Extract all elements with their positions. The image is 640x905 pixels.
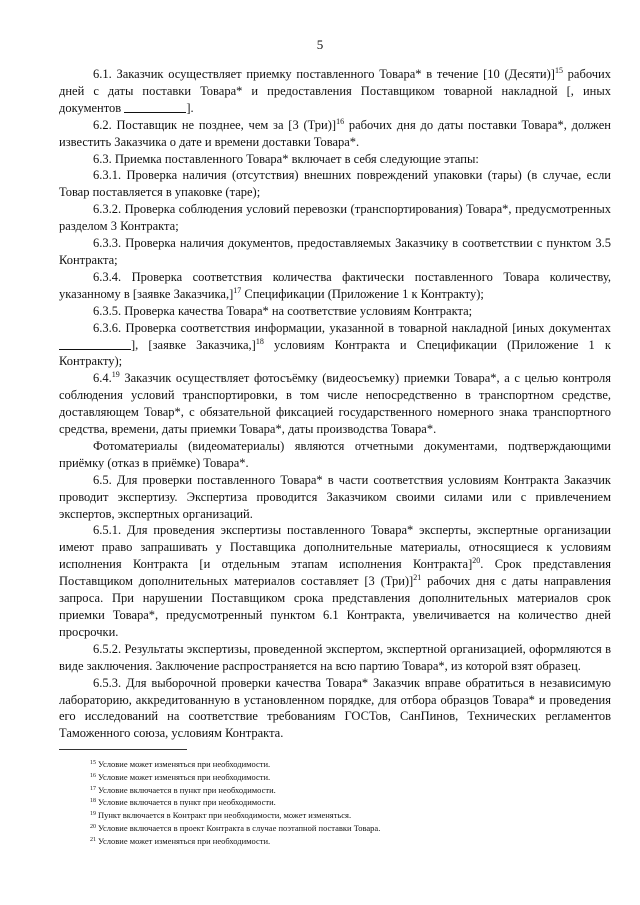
paragraph-6-3-3: 6.3.3. Проверка наличия документов, предоставляемых Заказчику в соответствии с пунктом 3.5 Контракта; bbox=[59, 236, 611, 267]
footnote-20: $^{20}$ Условие включается в проект Контракта в случае поэтапной поставки Товара. bbox=[90, 822, 381, 833]
page-number: 5 bbox=[316, 37, 324, 52]
paragraph-6-5-2: 6.5.2. Результаты экспертизы, проведенной экспертом, экспертной организацией, оформляются в виде заключения. Заключение распространяется на всю партию Товара*, из которой взят образец. bbox=[59, 641, 611, 673]
footnote-ref[interactable]: 18 bbox=[255, 336, 264, 346]
footnote-ref[interactable]: 20 bbox=[472, 556, 481, 566]
paragraph-6-5: 6.5. Для проверки поставленного Товара* в части соответствия условиям Контракта Заказчик проводит экспертизу. Экспертиза проводится Заказчиком своими силами или с привлечением экспертов, экспертных организаций. bbox=[59, 472, 611, 521]
paragraph-photo-materials: Фотоматериалы (видеоматериалы) являются отчетными документами, подтверждающими приёмку (отказ в приёмке) Товара*. bbox=[59, 438, 611, 470]
paragraph-6-3: 6.3. Приемка поставленного Товара* включает в себя следующие этапы: bbox=[93, 151, 479, 166]
footnote-ref[interactable]: 15 bbox=[554, 66, 563, 75]
document-body bbox=[59, 66, 611, 742]
paragraph-6-3-6: 6.3.6. Проверка соответствия информации, указанной в товарной накладной [иных документах ], [заявке Заказчика,]$^{18}$ условиям Контракта и Спецификации (Приложение 1 к Контракту); bbox=[59, 320, 611, 369]
paragraph-6-3-4: 6.3.4. Проверка соответствия количества фактически поставленного Товара количеству, указанному в [заявке Заказчика,]$^{17}$ Спецификации (Приложение 1 к Контракту); bbox=[59, 269, 611, 301]
footnote-18: $^{18}$ Условие включается в пункт при необходимости. bbox=[90, 797, 276, 808]
paragraph-6-5-3: 6.5.3. Для выборочной проверки качества Товара* Заказчик вправе обратиться в независимую лабораторию, аккредитованную в установленном порядке, для отбора образцов Товара* и проведения его исследований на соответствие требованиям ГОСТов, СанПинов, Технических регламентов Таможенного союза, условиям Контракта. bbox=[59, 675, 611, 741]
footnote-ref[interactable]: 17 bbox=[233, 285, 242, 295]
footnote-17: $^{17}$ Условие включается в пункт при необходимости. bbox=[90, 784, 276, 795]
blank-field bbox=[124, 101, 186, 113]
footnote-ref[interactable]: 19 bbox=[111, 370, 120, 380]
footnote-separator bbox=[59, 749, 187, 750]
blank-field bbox=[59, 338, 131, 350]
paragraph-6-5-1: 6.5.1. Для проведения экспертизы поставленного Товара* эксперты, экспертные организации имеют право запрашивать у Поставщика дополнительные материалы, относящиеся к условиям исполнения Контракта [и отдельным этапам исполнения Контракта]$^{20}$. Срок представления Поставщиком дополнительных материалов составляет [3 (Три)]$^{21}$ рабочих дня с даты направления запроса. При нарушении Поставщиком срока представления дополнительных материалов срок приемки Товара*, предусмотренный пунктом 6.1 Контракта, увеличивается на количество дней просрочки. bbox=[59, 523, 611, 639]
footnote-ref[interactable]: 16 bbox=[336, 116, 345, 126]
paragraph-6-3-5: 6.3.5. Проверка качества Товара* на соответствие условиям Контракта; bbox=[93, 303, 473, 318]
footnote-19: $^{19}$ Пункт включается в Контракт при необходимости, может изменяться. bbox=[90, 810, 352, 821]
paragraph-6-2: 6.2. Поставщик не позднее, чем за [3 (Три)]$^{16}$ рабочих дня до даты поставки Товара*, должен известить Заказчика о дате и времени доставки Товара*. bbox=[59, 116, 612, 149]
footnote-15: $^{15}$ Условие может изменяться при необходимости. bbox=[90, 759, 271, 769]
paragraph-6-3-1: 6.3.1. Проверка наличия (отсутствия) внешних повреждений упаковки (тары) (в случае, если Товар поставляется в упаковке (таре); bbox=[59, 168, 611, 200]
footnote-21: $^{21}$ Условие может изменяться при необходимости. bbox=[90, 835, 271, 846]
paragraph-6-1: 6.1. Заказчик осуществляет приемку поставленного Товара* в течение [10 (Десяти)]$^{15}$ рабочих дней с даты поставки Товара* и предоставления Поставщиком товарной накладной [, иных документов ]. bbox=[59, 66, 611, 115]
paragraph-6-4: 6.4.19 Заказчик осуществляет фотосъёмку (видеосъемку) приемки Товара*, а с целью контроля соблюдения условий транспортировки, в том числе непосредственно в транспортном средстве, доставляющем Товар*, с обязательной фиксацией государственного номерного знака транспортного средства, времени, даты приемки Товара*, даты производства Товара*. bbox=[59, 370, 611, 437]
footnote-16: $^{16}$ Условие может изменяться при необходимости. bbox=[90, 771, 271, 782]
footnote-ref[interactable]: 21 bbox=[413, 573, 422, 583]
footnotes bbox=[90, 758, 590, 848]
paragraph-6-3-2: 6.3.2. Проверка соблюдения условий перевозки (транспортирования) Товара*, предусмотренных разделом 3 Контракта; bbox=[59, 202, 611, 234]
